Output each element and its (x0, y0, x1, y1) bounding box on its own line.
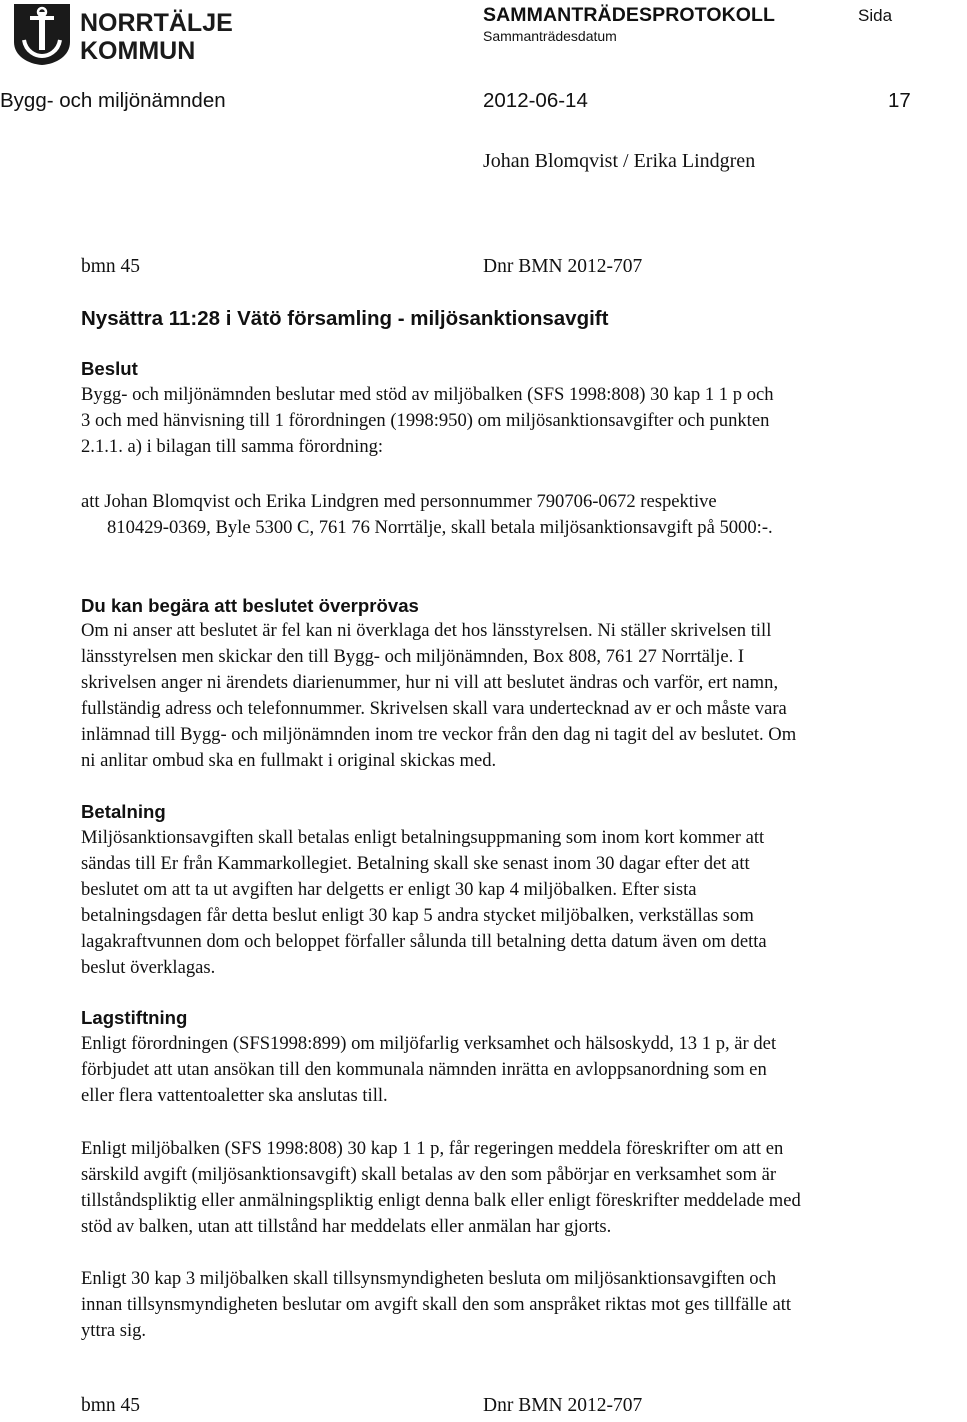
board-name: Bygg- och miljönämnden (0, 89, 226, 112)
beslut-text (81, 382, 953, 460)
text-line: stöd av balken, utan att tillstånd har meddelats eller anmälan har gjorts. (81, 1216, 612, 1237)
logo-line1: NORRTÄLJE (80, 9, 233, 37)
heading-overprovning: Du kan begära att beslutet överprövas (81, 595, 419, 616)
heading-lagstiftning: Lagstiftning (81, 1007, 188, 1028)
signatories: Johan Blomqvist / Erika Lindgren (483, 150, 756, 172)
text-line: länsstyrelsen men skickar den till Bygg- och miljönämnden, Box 808, 761 27 Norrtälje. I (81, 646, 745, 667)
overprovning-text (81, 618, 953, 774)
text-line: beslut överklagas. (81, 957, 216, 978)
text-line: särskild avgift (miljösanktionsavgift) skall betalas av den som påbörjar en verksamhet som är (81, 1164, 777, 1185)
text-line: fullständig adress och telefonnummer. Skrivelsen skall vara undertecknad av er och måste vara (81, 698, 787, 719)
text-line: tillståndspliktig eller anmälningspliktig enligt denna balk eller enligt föreskrifter meddelade med (81, 1190, 801, 1211)
diary-number-footer: Dnr BMN 2012-707 (483, 1395, 643, 1416)
text-line: sändas till Er från Kammarkollegiet. Betalning skall ske senast inom 30 dagar efter det att (81, 853, 750, 874)
text-line: beslutet om att ta ut avgiften har delgetts er enligt 30 kap 4 miljöbalken. Efter sista (81, 879, 697, 900)
text-line: innan tillsynsmyndigheten beslutar om avgift skall den som anspråket riktas mot ges tillfälle att (81, 1294, 792, 1315)
page-number: 17 (888, 89, 911, 112)
text-line: Bygg- och miljönämnden beslutar med stöd av miljöbalken (SFS 1998:808) 30 kap 1 1 p och (81, 384, 774, 405)
protocol-title: SAMMANTRÄDESPROTOKOLL (483, 4, 776, 26)
text-line: 810429-0369, Byle 5300 C, 761 76 Norrtälje, skall betala miljösanktionsavgift på 5000:-. (107, 517, 773, 538)
text-line: förbjudet att utan ansökan till den kommunala nämnden inrätta en avloppsanordning som en (81, 1059, 767, 1080)
text-line: inlämnad till Bygg- och miljönämnden inom tre veckor från den dag ni tagit del av beslutet. Om (81, 724, 797, 745)
meeting-date: 2012-06-14 (483, 89, 588, 112)
page-label: Sida (858, 6, 893, 25)
text-line: att Johan Blomqvist och Erika Lindgren med personnummer 790706-0672 respektive (81, 491, 717, 512)
text-line: Miljösanktionsavgiften skall betalas enligt betalningsuppmaning som inom kort kommer att (81, 827, 765, 848)
case-title: Nysättra 11:28 i Vätö församling - miljösanktionsavgift (81, 307, 609, 330)
heading-betalning: Betalning (81, 801, 166, 822)
att-clause (81, 489, 967, 541)
betalning-text (81, 825, 953, 981)
text-line: Enligt 30 kap 3 miljöbalken skall tillsynsmyndigheten besluta om miljösanktionsavgiften och (81, 1268, 777, 1289)
text-line: ni anlitar ombud ska en fullmakt i original skickas med. (81, 750, 497, 771)
municipality-logo (12, 2, 233, 66)
paragraph-ref-footer: bmn 45 (81, 1395, 141, 1416)
paragraph-ref: bmn 45 (81, 256, 141, 277)
text-line: 3 och med hänvisning till 1 förordningen (1998:950) om miljösanktionsavgifter och punkten (81, 410, 770, 431)
lagstiftning-para-2 (81, 1136, 953, 1240)
text-line: yttra sig. (81, 1320, 147, 1341)
anchor-emblem-icon (12, 2, 233, 66)
text-line: betalningsdagen får detta beslut enligt 30 kap 5 andra stycket miljöbalken, verkställas som (81, 905, 754, 926)
text-line: lagakraftvunnen dom och beloppet förfaller sålunda till betalning detta datum även om detta (81, 931, 767, 952)
date-label: Sammanträdesdatum (483, 28, 617, 44)
lagstiftning-para-1 (81, 1031, 953, 1109)
text-line: skrivelsen anger ni ärendets diarienummer, hur ni vill att beslutet ändras och varför, ert namn, (81, 672, 779, 693)
text-line: eller flera vattentoaletter ska anslutas till. (81, 1085, 388, 1106)
text-line: Om ni anser att beslutet är fel kan ni överklaga det hos länsstyrelsen. Ni ställer skrivelsen till (81, 620, 772, 641)
logo-line2: KOMMUN (80, 37, 196, 65)
heading-beslut: Beslut (81, 358, 138, 379)
diary-number: Dnr BMN 2012-707 (483, 256, 643, 277)
text-line: Enligt förordningen (SFS1998:899) om miljöfarlig verksamhet och hälsoskydd, 13 1 p, är det (81, 1033, 777, 1054)
text-line: 2.1.1. a) i bilagan till samma förordning: (81, 436, 384, 457)
text-line: Enligt miljöbalken (SFS 1998:808) 30 kap 1 1 p, får regeringen meddela föreskrifter om att en (81, 1138, 784, 1159)
lagstiftning-para-3 (81, 1266, 953, 1344)
